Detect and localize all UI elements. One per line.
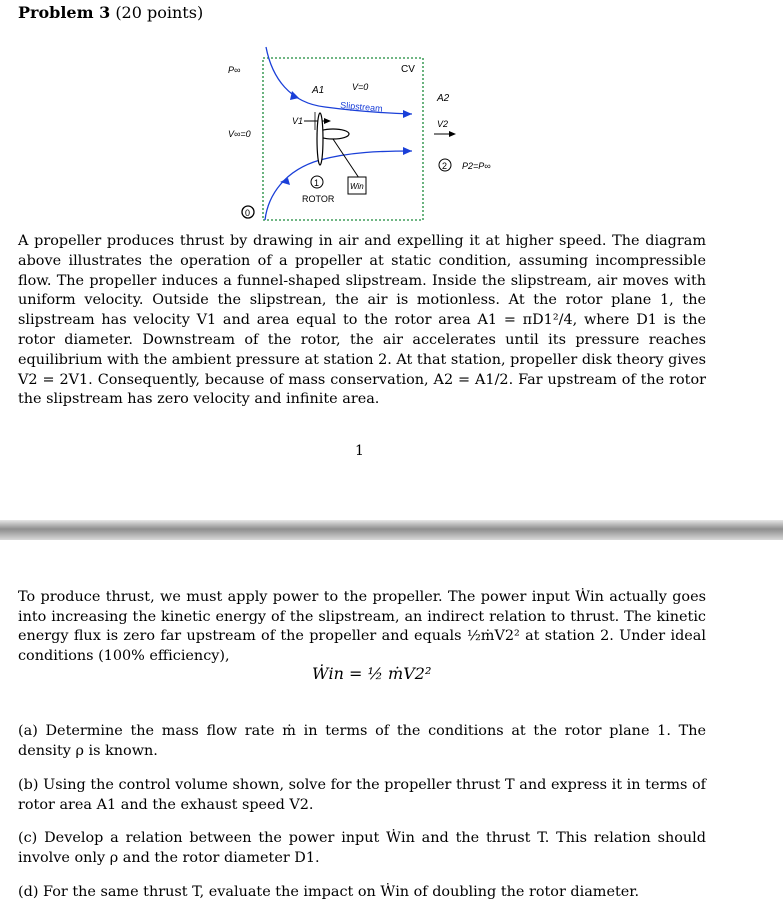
question-c: (c) Develop a relation between the power input Ẇin and the thrust T. This relation should involve only ρ and the rotor diameter D1. — [18, 830, 706, 866]
win-label: Win — [350, 182, 364, 191]
station-0-label: 0 — [245, 208, 251, 218]
p2-label: P2=P∞ — [462, 161, 491, 171]
problem-label: Problem 3 — [18, 3, 111, 22]
v2-label: V2 — [437, 119, 449, 129]
a2-label: A2 — [437, 93, 450, 104]
rotor-blade — [317, 113, 323, 165]
control-volume-box — [263, 58, 423, 220]
page-separator — [0, 520, 783, 540]
page-2 — [0, 540, 783, 917]
station-1-label: 1 — [314, 178, 320, 188]
problem-points: (20 points) — [115, 3, 204, 22]
upper-exit-arrow — [403, 110, 412, 118]
question-a: (a) Determine the mass flow rate ṁ in terms of the conditions at the rotor plane 1. The density ρ is known. — [18, 723, 706, 759]
intro-paragraph: A propeller produces thrust by drawing in air and expelling it at higher speed. The diagram above illustrates the operation of a propeller at static condition, assuming incompressible flow. The propeller induces a funnel-shaped slipstream. Inside the slipstream, air moves with uniform velocity. Outside the slipstrean, the air is motionless. At the rotor plane 1, the slipstream has velocity V1 and area equal to the rotor area A1 = πD1²/4, where D1 is the rotor diameter. Downstream of the rotor, the air accelerates until its pressure reaches equilibrium with the ambient pressure at station 2. At that station, propeller disk theory gives V2 = 2V1. Consequently, because of mass conservation, A2 = A1/2. Far upstream of the rotor the slipstream has zero velocity and infinite area. — [18, 233, 706, 408]
a1-label: A1 — [312, 85, 325, 96]
lower-exit-arrow — [403, 147, 412, 155]
power-paragraph: To produce thrust, we must apply power to the propeller. The power input Ẇin actually goes into increasing the kinetic energy of the slipstream, an indirect relation to thrust. The kinetic energy flux is zero far upstream of the propeller and equals ½ṁV2² at station 2. Under ideal conditions (100% efficiency), — [18, 589, 706, 664]
v-inf-label: V∞=0 — [228, 129, 251, 139]
question-d: (d) For the same thrust T, evaluate the impact on Ẇin of doubling the rotor diameter. — [18, 884, 640, 900]
propeller-diagram — [0, 0, 783, 230]
upper-streamline — [266, 47, 412, 114]
v1-label: V1 — [292, 116, 304, 126]
slipstream-label: Slipstream — [339, 100, 384, 114]
rotor-label: ROTOR — [302, 194, 335, 204]
question-b: (b) Using the control volume shown, solve for the propeller thrust T and express it in terms of rotor area A1 and the exhaust speed V2. — [18, 777, 706, 813]
lower-streamline — [265, 151, 412, 220]
page-number: 1 — [355, 443, 364, 459]
station-2-label: 2 — [442, 161, 448, 171]
p-inf-label: P∞ — [228, 65, 241, 75]
v0-label: V=0 — [352, 82, 369, 92]
power-equation: Ẇin = ½ ṁV2² — [312, 664, 432, 683]
cv-label: CV — [401, 64, 415, 75]
